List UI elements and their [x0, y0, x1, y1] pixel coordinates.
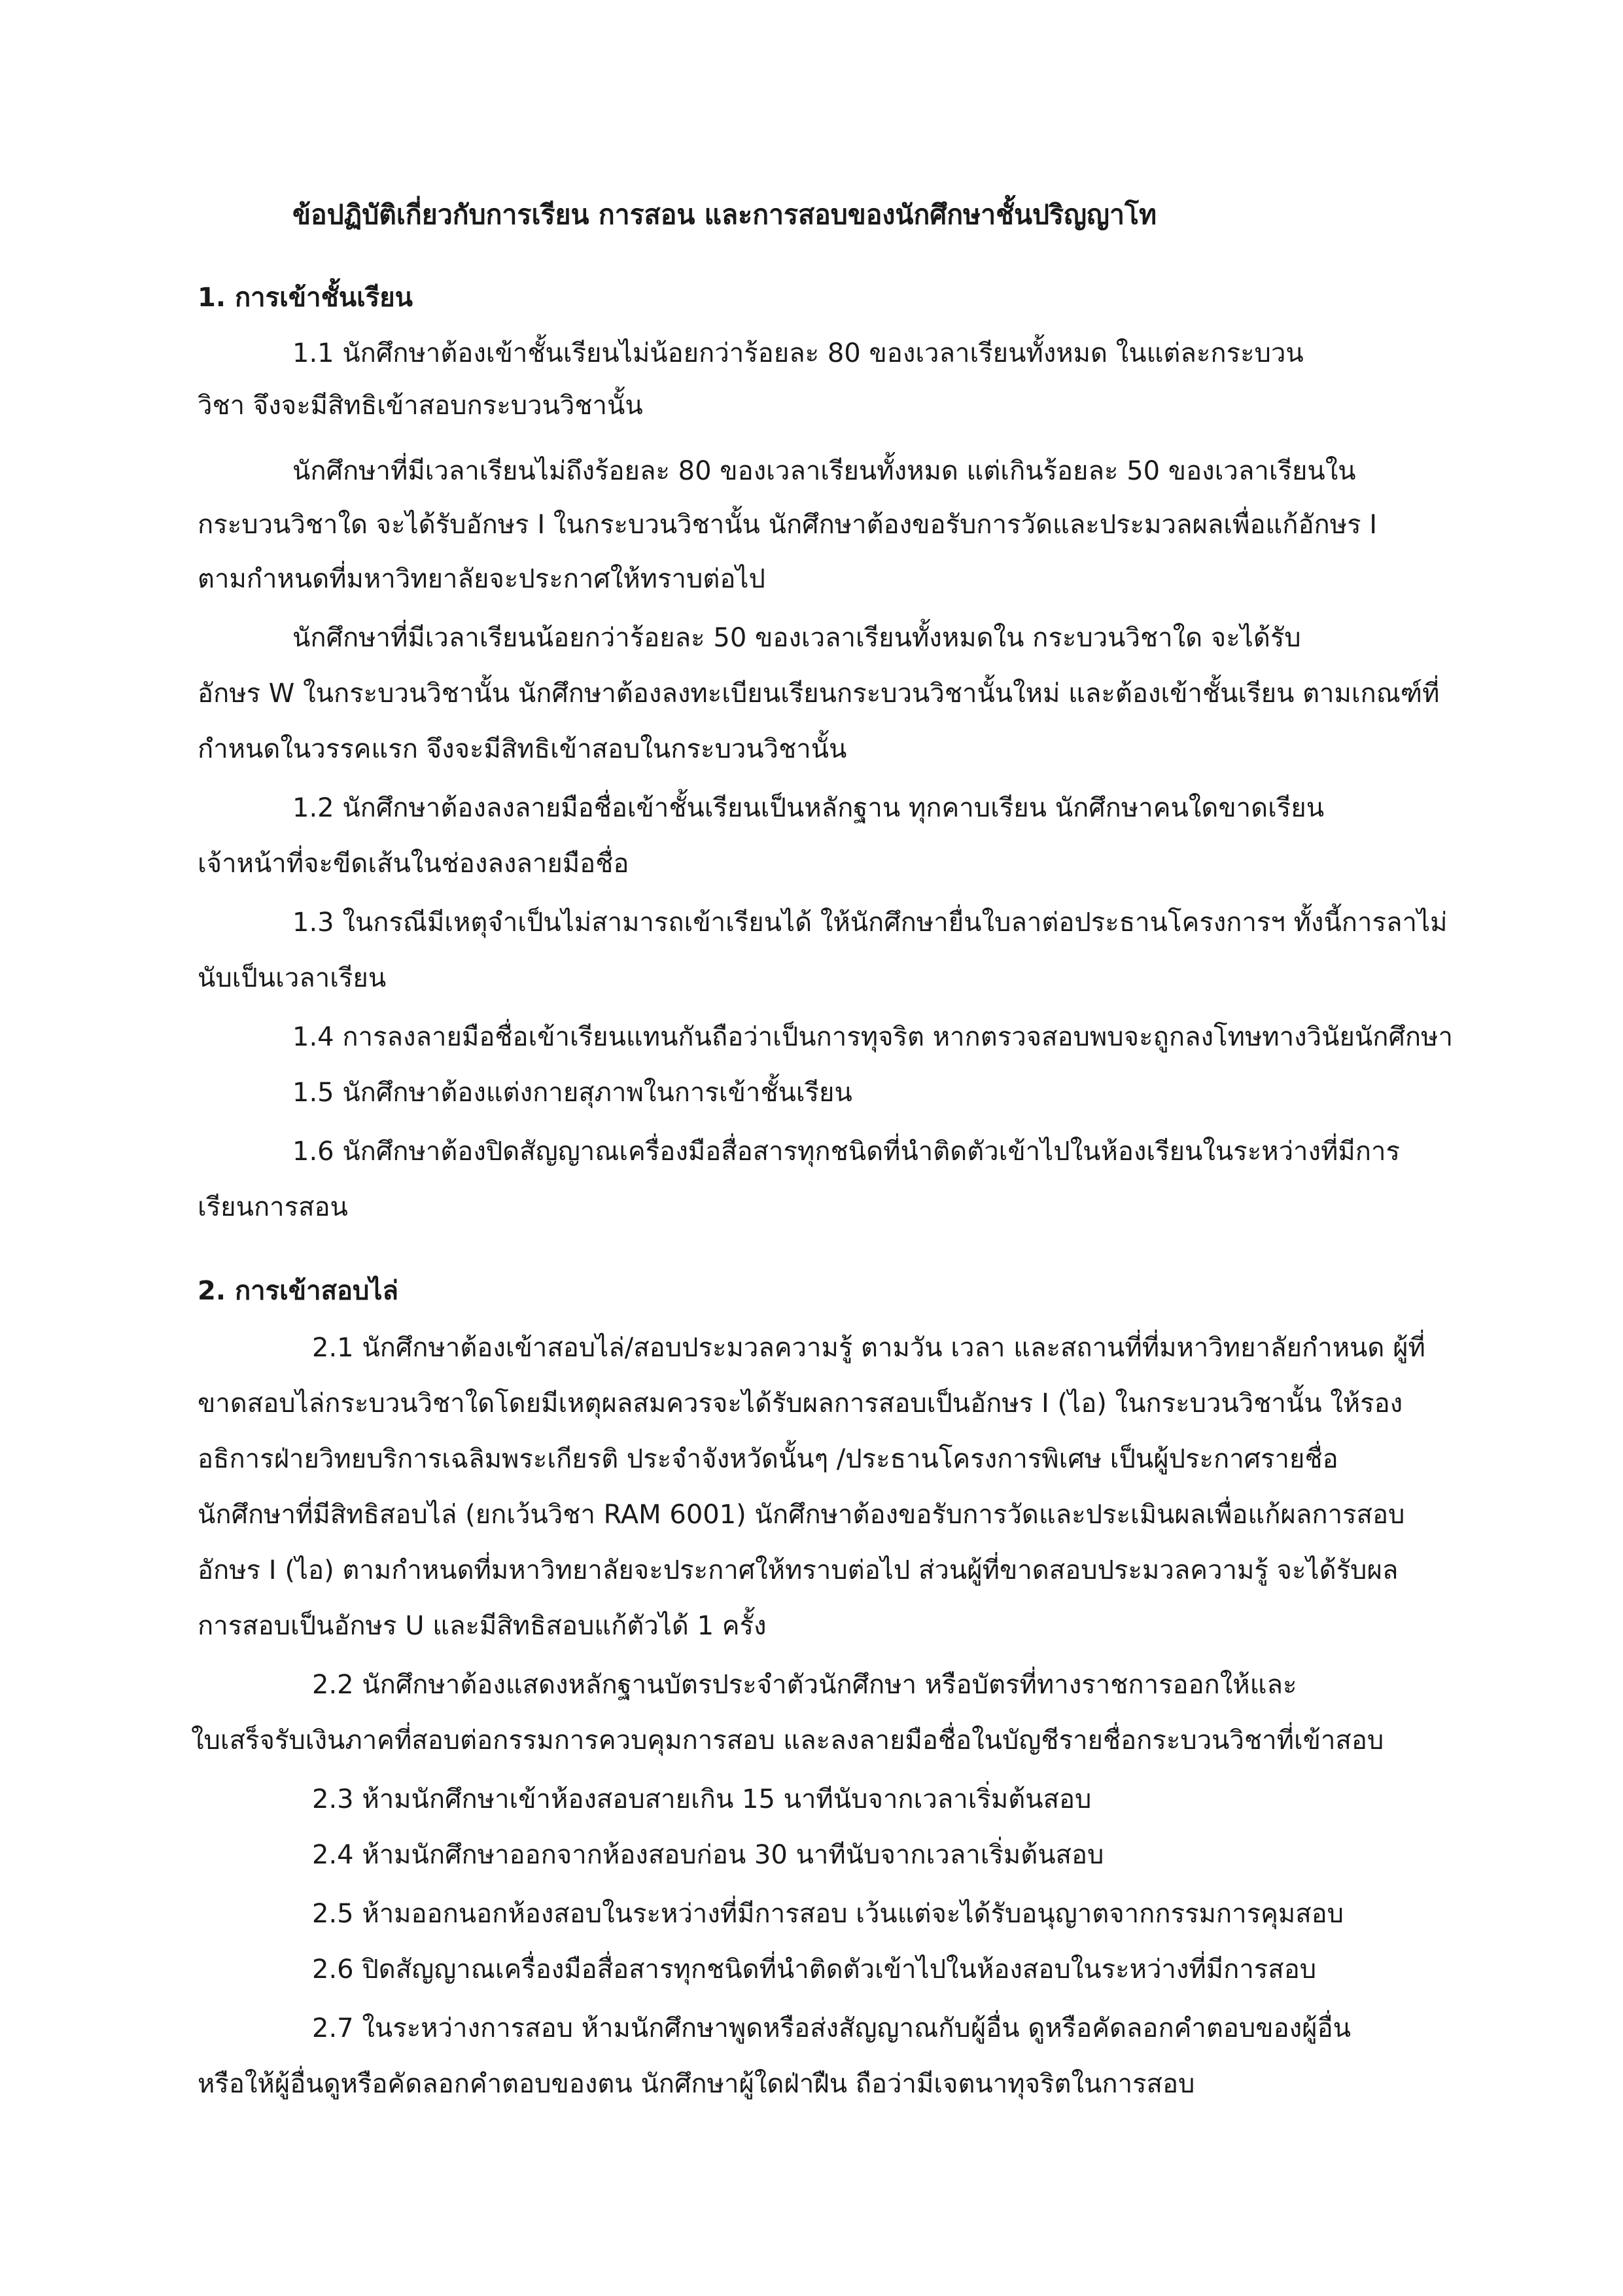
paragraph-line: 2.6 ปิดสัญญาณเครื่องมือสื่อสารทุกชนิดที่นำติดตัวเข้าไปในห้องสอบในระหว่างที่มีการสอบ: [312, 1954, 1317, 1985]
paragraph-line: 1.6 นักศึกษาต้องปิดสัญญาณเครื่องมือสื่อสารทุกชนิดที่นำติดตัวเข้าไปในห้องเรียนในระหว่างที่มีการ: [292, 1137, 1400, 1167]
paragraph-line: 2.1 นักศึกษาต้องเข้าสอบไล่/สอบประมวลความรู้ ตามวัน เวลา และสถานที่ที่มหาวิทยาลัยกำหนด ผู้ที่: [312, 1333, 1425, 1363]
paragraph-line: วิชา จึงจะมีสิทธิเข้าสอบกระบวนวิชานั้น: [198, 391, 643, 421]
paragraph-line: นับเป็นเวลาเรียน: [198, 963, 387, 993]
paragraph-line: กำหนดในวรรคแรก จึงจะมีสิทธิเข้าสอบในกระบวนวิชานั้น: [198, 734, 847, 764]
paragraph-line: 1.1 นักศึกษาต้องเข้าชั้นเรียนไม่น้อยกว่าร้อยละ 80 ของเวลาเรียนทั้งหมด ในแต่ละกระบวน: [292, 338, 1304, 368]
paragraph-line: ตามกำหนดที่มหาวิทยาลัยจะประกาศให้ทราบต่อไป: [198, 564, 765, 594]
paragraph-line: การสอบเป็นอักษร U และมีสิทธิสอบแก้ตัวได้ 1 ครั้ง: [198, 1611, 767, 1641]
paragraph-line: นักศึกษาที่มีเวลาเรียนน้อยกว่าร้อยละ 50 ของเวลาเรียนทั้งหมดใน กระบวนวิชาใด จะได้รับ: [292, 623, 1301, 653]
paragraph-line: อักษร I (ไอ) ตามกำหนดที่มหาวิทยาลัยจะประกาศให้ทราบต่อไป ส่วนผู้ที่ขาดสอบประมวลความรู้ จะได้รับผล: [198, 1555, 1399, 1585]
document-title: ข้อปฏิบัติเกี่ยวกับการเรียน การสอน และการสอบของนักศึกษาชั้นปริญญาโท: [292, 199, 1157, 230]
paragraph-line: กระบวนวิชาใด จะได้รับอักษร I ในกระบวนวิชานั้น นักศึกษาต้องขอรับการวัดและประมวลผลเพื่อแก้อักษร I: [198, 510, 1378, 540]
paragraph-line: เจ้าหน้าที่จะขีดเส้นในช่องลงลายมือชื่อ: [198, 849, 629, 879]
paragraph-line: อธิการฝ่ายวิทยบริการเฉลิมพระเกียรติ ประจำจังหวัดนั้นๆ /ประธานโครงการพิเศษ เป็นผู้ประกาศรายชื่อ: [198, 1444, 1338, 1474]
paragraph-line: 2.5 ห้ามออกนอกห้องสอบในระหว่างที่มีการสอบ เว้นแต่จะได้รับอนุญาตจากกรรมการคุมสอบ: [312, 1899, 1344, 1929]
paragraph-line: 2.3 ห้ามนักศึกษาเข้าห้องสอบสายเกิน 15 นาทีนับจากเวลาเริ่มต้นสอบ: [312, 1784, 1092, 1814]
paragraph-line: 1.2 นักศึกษาต้องลงลายมือชื่อเข้าชั้นเรียนเป็นหลักฐาน ทุกคาบเรียน นักศึกษาคนใดขาดเรียน: [292, 793, 1325, 823]
paragraph-line: หรือให้ผู้อื่นดูหรือคัดลอกคำตอบของตน นักศึกษาผู้ใดฝ่าฝืน ถือว่ามีเจตนาทุจริตในการสอบ: [198, 2069, 1195, 2099]
paragraph-line: 1.5 นักศึกษาต้องแต่งกายสุภาพในการเข้าชั้นเรียน: [292, 1078, 852, 1108]
paragraph-line: 2.4 ห้ามนักศึกษาออกจากห้องสอบก่อน 30 นาทีนับจากเวลาเริ่มต้นสอบ: [312, 1840, 1104, 1870]
paragraph-line: เรียนการสอน: [198, 1192, 348, 1222]
paragraph-line: นักศึกษาที่มีเวลาเรียนไม่ถึงร้อยละ 80 ของเวลาเรียนทั้งหมด แต่เกินร้อยละ 50 ของเวลาเรียนใน: [292, 456, 1356, 486]
paragraph-line: 1.4 การลงลายมือชื่อเข้าเรียนแทนกันถือว่าเป็นการทุจริต หากตรวจสอบพบจะถูกลงโทษทางวินัยนักศึกษา: [292, 1022, 1453, 1052]
paragraph-line: ขาดสอบไล่กระบวนวิชาใดโดยมีเหตุผลสมควรจะได้รับผลการสอบเป็นอักษร I (ไอ) ในกระบวนวิชานั้น ให้รอง: [198, 1388, 1403, 1419]
paragraph-line: นักศึกษาที่มีสิทธิสอบไล่ (ยกเว้นวิชา RAM 6001) นักศึกษาต้องขอรับการวัดและประเมินผลเพื่อแก้ผลการสอบ: [198, 1500, 1405, 1530]
section-heading: 2. การเข้าสอบไล่: [198, 1276, 399, 1306]
paragraph-line: 1.3 ในกรณีมีเหตุจำเป็นไม่สามารถเข้าเรียนได้ ให้นักศึกษายื่นใบลาต่อประธานโครงการฯ ทั้งนี้การลาไม่: [292, 908, 1448, 938]
paragraph-line: อักษร W ในกระบวนวิชานั้น นักศึกษาต้องลงทะเบียนเรียนกระบวนวิชานั้นใหม่ และต้องเข้าชั้นเรียน ตามเกณฑ์ที่: [198, 679, 1440, 709]
paragraph-line: 2.7 ในระหว่างการสอบ ห้ามนักศึกษาพูดหรือส่งสัญญาณกับผู้อื่น ดูหรือคัดลอกคำตอบของผู้อื่น: [312, 2013, 1351, 2043]
section-heading: 1. การเข้าชั้นเรียน: [198, 283, 413, 313]
paragraph-line: ใบเสร็จรับเงินภาคที่สอบต่อกรรมการควบคุมการสอบ และลงลายมือชื่อในบัญชีรายชื่อกระบวนวิชาที่เข้าสอบ: [191, 1725, 1384, 1756]
paragraph-line: 2.2 นักศึกษาต้องแสดงหลักฐานบัตรประจำตัวนักศึกษา หรือบัตรที่ทางราชการออกให้และ: [312, 1670, 1297, 1700]
